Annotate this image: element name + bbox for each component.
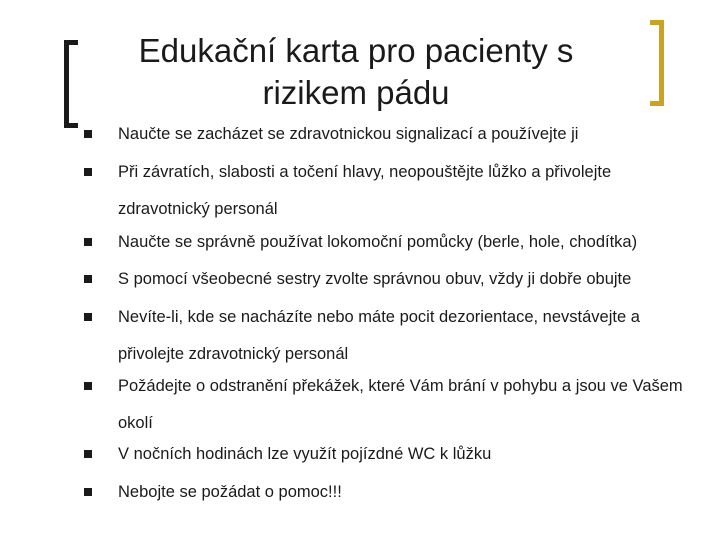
right-bracket-decoration (650, 20, 664, 106)
square-bullet-icon (84, 168, 92, 176)
list-item (84, 225, 694, 259)
square-bullet-icon (84, 488, 92, 496)
list-item-text: Nevíte-li, kde se nacházíte nebo máte pocit dezorientace, nevstávejte a přivolejte zdravotnický personál (118, 308, 640, 363)
list-item-text: Nebojte se požádat o pomoc!!! (118, 483, 342, 501)
list-item (84, 475, 694, 509)
list-item (84, 437, 694, 471)
square-bullet-icon (84, 450, 92, 458)
square-bullet-icon (84, 275, 92, 283)
list-item (84, 262, 694, 296)
list-item (84, 369, 694, 442)
list-item (84, 155, 694, 228)
list-item-text: Při závratích, slabosti a točení hlavy, neopouštějte lůžko a přivolejte zdravotnický personál (118, 163, 612, 218)
square-bullet-icon (84, 130, 92, 138)
list-item-text: Naučte se správně používat lokomoční pomůcky (berle, hole, chodítka) (118, 233, 638, 251)
square-bullet-icon (84, 382, 92, 390)
list-item (84, 117, 694, 151)
left-bracket-decoration (64, 40, 78, 128)
list-item (84, 300, 694, 373)
square-bullet-icon (84, 313, 92, 321)
list-item-text: Naučte se zacházet se zdravotnickou signalizací a používejte ji (118, 125, 579, 143)
list-item-text: V nočních hodinách lze využít pojízdné WC k lůžku (118, 445, 492, 463)
list-item-text: Požádejte o odstranění překážek, které Vám brání v pohybu a jsou ve Vašem okolí (118, 377, 683, 432)
slide-title: Edukační karta pro pacienty s rizikem pádu (138, 32, 574, 111)
list-item-text: S pomocí všeobecné sestry zvolte správnou obuv, vždy ji dobře obujte (118, 270, 632, 288)
square-bullet-icon (84, 238, 92, 246)
